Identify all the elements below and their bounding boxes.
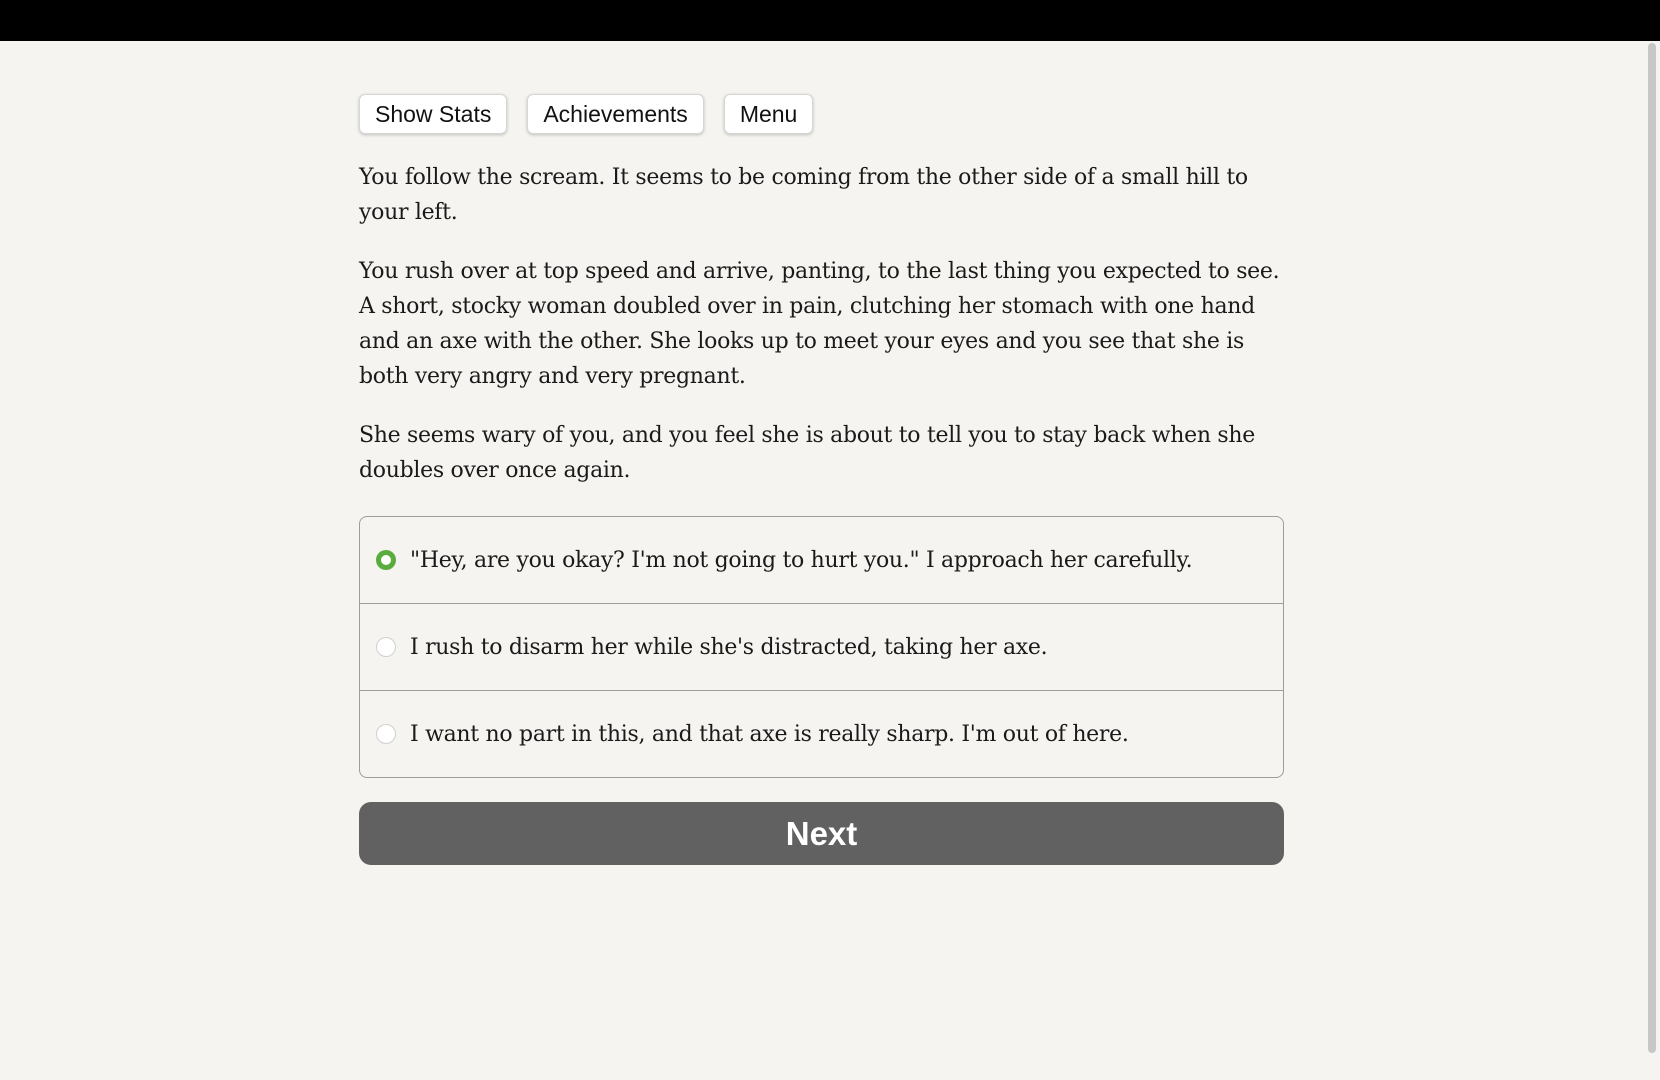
top-bar: [0, 0, 1660, 41]
choice-option-disarm[interactable]: [360, 603, 1283, 690]
choice-option-leave[interactable]: [360, 690, 1283, 777]
scrollbar[interactable]: [1644, 41, 1660, 1080]
story-paragraph: You rush over at top speed and arrive, panting, to the last thing you expected to see. A short, stocky woman doubled over in pain, clutching her stomach with one hand and an axe with the other. She looks up to meet your eyes and you see that she is both very angry and very pregnant.: [359, 259, 1280, 389]
game-container: [359, 94, 1284, 865]
achievements-button[interactable]: Achievements: [527, 94, 703, 134]
toolbar: [359, 94, 1284, 134]
menu-button[interactable]: Menu: [724, 94, 814, 134]
radio-unselected-icon[interactable]: [376, 637, 396, 657]
choice-list: [359, 516, 1284, 778]
story-text: [359, 160, 1284, 488]
choice-label: "Hey, are you okay? I'm not going to hurt you." I approach her carefully.: [410, 547, 1193, 573]
radio-selected-icon[interactable]: [376, 550, 396, 570]
choice-label: I rush to disarm her while she's distracted, taking her axe.: [410, 634, 1048, 660]
show-stats-button[interactable]: Show Stats: [359, 94, 507, 134]
choice-option-approach[interactable]: [360, 517, 1283, 603]
story-paragraph: She seems wary of you, and you feel she is about to tell you to stay back when she doubles over once again.: [359, 423, 1255, 483]
choice-label: I want no part in this, and that axe is really sharp. I'm out of here.: [410, 721, 1129, 747]
story-paragraph: You follow the scream. It seems to be coming from the other side of a small hill to your left.: [359, 165, 1248, 225]
scrollbar-thumb[interactable]: [1648, 43, 1656, 1053]
next-button[interactable]: Next: [359, 802, 1284, 865]
radio-unselected-icon[interactable]: [376, 724, 396, 744]
